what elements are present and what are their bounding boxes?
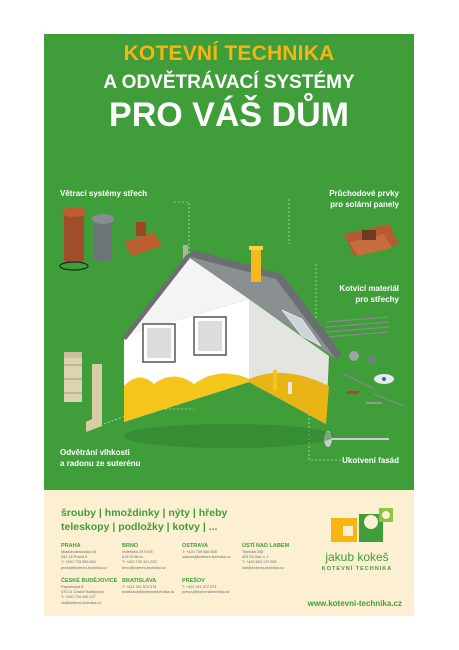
office-usti	[242, 543, 312, 571]
product-tags-row-1: šrouby | hmoždinky | nýty | hřeby	[61, 507, 228, 519]
title-line-2: A ODVĚTRÁVACÍ SYSTÉMY	[103, 72, 355, 93]
screws-group	[326, 317, 404, 406]
house-illustration	[44, 34, 414, 490]
brand-name: jakub kokeš	[325, 550, 389, 564]
office-line: praha@kotevni-technika.cz	[61, 565, 107, 570]
office-line: T: +420 739 066 658	[182, 550, 217, 554]
label-dehumid-1: Odvětrání vlhkosti	[60, 448, 130, 457]
office-line: T: +420 733 550 660	[61, 560, 96, 565]
office-line: 370 01 České Budějovice	[61, 590, 105, 595]
vent-products-group	[60, 207, 188, 270]
office-line: Teplická 283	[242, 550, 264, 554]
office-line: bratislava@kotevnatechnika.sk	[122, 590, 175, 595]
label-dehumid-2: a radonu ze suterénu	[60, 459, 141, 468]
office-line: ostrava@kotevni-technika.cz	[182, 555, 231, 560]
title-line-1: KOTEVNÍ TECHNIKA	[123, 42, 335, 65]
website-link[interactable]: www.kotevni-technika.cz	[307, 599, 402, 608]
office-city: PREŠOV	[182, 578, 205, 584]
office-line: Papírenská 8	[61, 585, 84, 589]
office-line: Vídeňská 297/105	[122, 550, 153, 554]
office-city: BRATISLAVA	[122, 578, 157, 584]
office-line: T: +421 911 574 574	[122, 585, 157, 589]
office-presov	[182, 578, 252, 595]
office-praha	[61, 543, 131, 571]
office-ceske-budejovice	[61, 578, 131, 606]
title-line-3: PRO VÁŠ DŮM	[109, 96, 349, 134]
office-line: brno@kotevni-technika.cz	[122, 565, 166, 570]
office-line: T: +420 734 445 227	[61, 595, 96, 600]
office-city: ČESKÉ BUDĚJOVICE	[61, 578, 118, 584]
office-city: ÚSTÍ NAD LABEM	[242, 543, 290, 549]
office-city: OSTRAVA	[182, 543, 209, 549]
office-line: cb@kotevni-technika.cz	[61, 600, 102, 605]
radon-tubes-group	[64, 352, 102, 432]
office-line: T: +420 603 170 550	[242, 560, 277, 565]
penetration-products-group	[344, 224, 399, 256]
product-tags	[61, 506, 227, 534]
brand-subtitle: KOTEVNÍ TECHNIKA	[321, 566, 393, 572]
office-line: 252 15 Praha 9	[61, 555, 87, 560]
poster	[44, 34, 414, 616]
office-city: BRNO	[122, 543, 139, 549]
washers-group	[347, 351, 394, 404]
label-facade: Ukotvení fasád	[342, 456, 399, 465]
office-line: T: +420 739 321 932	[122, 560, 157, 565]
label-ventilation: Větrací systémy střech	[60, 189, 148, 198]
product-tags-row-2: teleskopy | podložky | kotvy | ...	[61, 521, 218, 533]
label-penetration-2: pro solární panely	[330, 200, 399, 209]
label-penetration-1: Průchodové prvky	[329, 189, 399, 198]
office-line: Mladoboleslavská 54	[61, 550, 97, 554]
label-anchoring-1: Kotvicí materiál	[339, 284, 399, 293]
office-city: PRAHA	[61, 543, 81, 549]
office-line: T: +421 911 072 574	[182, 585, 217, 589]
office-line: 619 00 Brno	[122, 555, 143, 560]
green-panel	[44, 34, 414, 490]
label-anchoring-2: pro střechy	[355, 295, 399, 304]
office-line: 403 35 Ústí n. L.	[242, 555, 270, 560]
house	[122, 246, 342, 424]
office-line: presov@kotevnatechnika.sk	[182, 590, 230, 595]
office-line: usti@kotevni-technika.cz	[242, 565, 285, 570]
facade-anchor-group	[324, 431, 389, 447]
footer-panel	[44, 490, 414, 616]
